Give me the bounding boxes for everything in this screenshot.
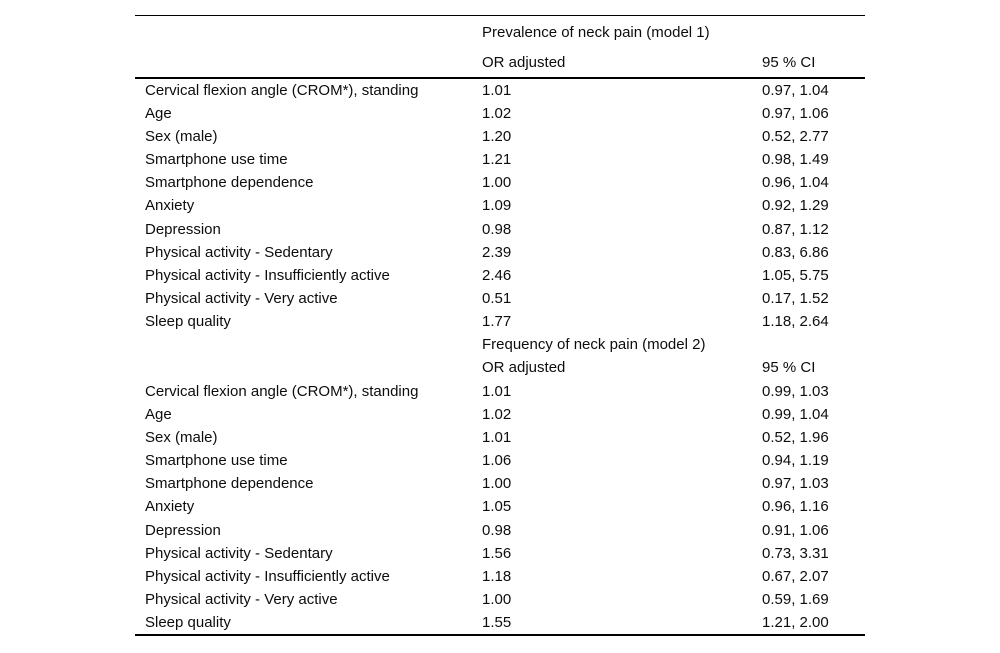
ci-value: 0.99, 1.04 <box>762 405 829 423</box>
or-value: 1.05 <box>482 498 512 516</box>
or-value: 1.02 <box>482 405 512 423</box>
ci-value: 0.97, 1.04 <box>762 81 829 99</box>
or-value: 1.01 <box>482 382 512 400</box>
section-2-title-row <box>135 333 865 356</box>
ci-value: 0.92, 1.29 <box>762 197 829 215</box>
or-value: 2.46 <box>482 266 512 284</box>
table-row <box>135 542 865 565</box>
table-row <box>135 102 865 125</box>
ci-value: 1.18, 2.64 <box>762 313 829 331</box>
variable-label: Depression <box>145 521 221 539</box>
ci-value: 0.52, 2.77 <box>762 127 829 145</box>
ci-value: 0.91, 1.06 <box>762 521 829 539</box>
table-row <box>135 287 865 310</box>
table-row <box>135 310 865 333</box>
variable-label: Age <box>145 405 172 423</box>
variable-label: Cervical flexion angle (CROM*), standing <box>145 382 419 400</box>
variable-label: Smartphone use time <box>145 452 288 470</box>
ci-value: 0.73, 3.31 <box>762 544 829 562</box>
section-1-title-row <box>135 16 865 49</box>
or-column-header: OR adjusted <box>482 54 566 72</box>
section-1-column-header-row <box>135 49 865 79</box>
table-row <box>135 565 865 588</box>
ci-value: 0.87, 1.12 <box>762 220 829 238</box>
variable-label: Anxiety <box>145 197 195 215</box>
ci-value: 0.52, 1.96 <box>762 428 829 446</box>
ci-value: 0.97, 1.06 <box>762 104 829 122</box>
or-value: 1.77 <box>482 313 512 331</box>
table-row <box>135 403 865 426</box>
or-value: 1.01 <box>482 428 512 446</box>
ci-value: 0.96, 1.16 <box>762 498 829 516</box>
variable-label: Cervical flexion angle (CROM*), standing <box>145 81 419 99</box>
table-row <box>135 264 865 287</box>
or-value: 1.09 <box>482 197 512 215</box>
ci-column-header: 95 % CI <box>762 54 816 72</box>
or-value: 1.00 <box>482 591 512 609</box>
or-value: 1.01 <box>482 81 512 99</box>
section-1-title: Prevalence of neck pain (model 1) <box>482 24 710 41</box>
or-column-header: OR adjusted <box>482 359 566 377</box>
table-row <box>135 148 865 171</box>
section-2-column-header-row <box>135 356 865 379</box>
table-row <box>135 611 865 634</box>
ci-value: 0.94, 1.19 <box>762 452 829 470</box>
table-row <box>135 518 865 541</box>
results-table <box>135 15 865 636</box>
or-value: 0.98 <box>482 521 512 539</box>
variable-label: Smartphone dependence <box>145 475 314 493</box>
variable-label: Physical activity - Insufficiently active <box>145 266 390 284</box>
or-value: 1.55 <box>482 614 512 632</box>
variable-label: Sex (male) <box>145 127 218 145</box>
variable-label: Physical activity - Very active <box>145 591 338 609</box>
table-row <box>135 449 865 472</box>
variable-label: Age <box>145 104 172 122</box>
variable-label: Sleep quality <box>145 313 231 331</box>
variable-label: Sleep quality <box>145 614 231 632</box>
table-row <box>135 380 865 403</box>
variable-label: Smartphone use time <box>145 151 288 169</box>
ci-value: 0.98, 1.49 <box>762 151 829 169</box>
table-row <box>135 472 865 495</box>
or-value: 1.00 <box>482 174 512 192</box>
ci-value: 0.99, 1.03 <box>762 382 829 400</box>
table-row <box>135 241 865 264</box>
or-value: 1.56 <box>482 544 512 562</box>
variable-label: Physical activity - Very active <box>145 289 338 307</box>
ci-value: 1.21, 2.00 <box>762 614 829 632</box>
variable-label: Smartphone dependence <box>145 174 314 192</box>
or-value: 1.18 <box>482 567 512 585</box>
or-value: 1.20 <box>482 127 512 145</box>
ci-value: 0.17, 1.52 <box>762 289 829 307</box>
section-2-title: Frequency of neck pain (model 2) <box>482 336 706 354</box>
table-row <box>135 588 865 611</box>
ci-value: 0.97, 1.03 <box>762 475 829 493</box>
variable-label: Physical activity - Insufficiently active <box>145 567 390 585</box>
table-row <box>135 171 865 194</box>
table-row <box>135 79 865 102</box>
ci-value: 0.96, 1.04 <box>762 174 829 192</box>
or-value: 1.00 <box>482 475 512 493</box>
variable-label: Sex (male) <box>145 428 218 446</box>
or-value: 2.39 <box>482 243 512 261</box>
table-row <box>135 194 865 217</box>
or-value: 1.06 <box>482 452 512 470</box>
variable-label: Anxiety <box>145 498 195 516</box>
ci-value: 1.05, 5.75 <box>762 266 829 284</box>
ci-value: 0.83, 6.86 <box>762 243 829 261</box>
ci-value: 0.59, 1.69 <box>762 591 829 609</box>
table-row <box>135 217 865 240</box>
table-row <box>135 426 865 449</box>
or-value: 0.51 <box>482 289 512 307</box>
or-value: 1.02 <box>482 104 512 122</box>
or-value: 1.21 <box>482 151 512 169</box>
variable-label: Physical activity - Sedentary <box>145 544 333 562</box>
variable-label: Depression <box>145 220 221 238</box>
ci-column-header: 95 % CI <box>762 359 816 377</box>
table-row <box>135 495 865 518</box>
ci-value: 0.67, 2.07 <box>762 567 829 585</box>
variable-label: Physical activity - Sedentary <box>145 243 333 261</box>
or-value: 0.98 <box>482 220 512 238</box>
table-row <box>135 125 865 148</box>
